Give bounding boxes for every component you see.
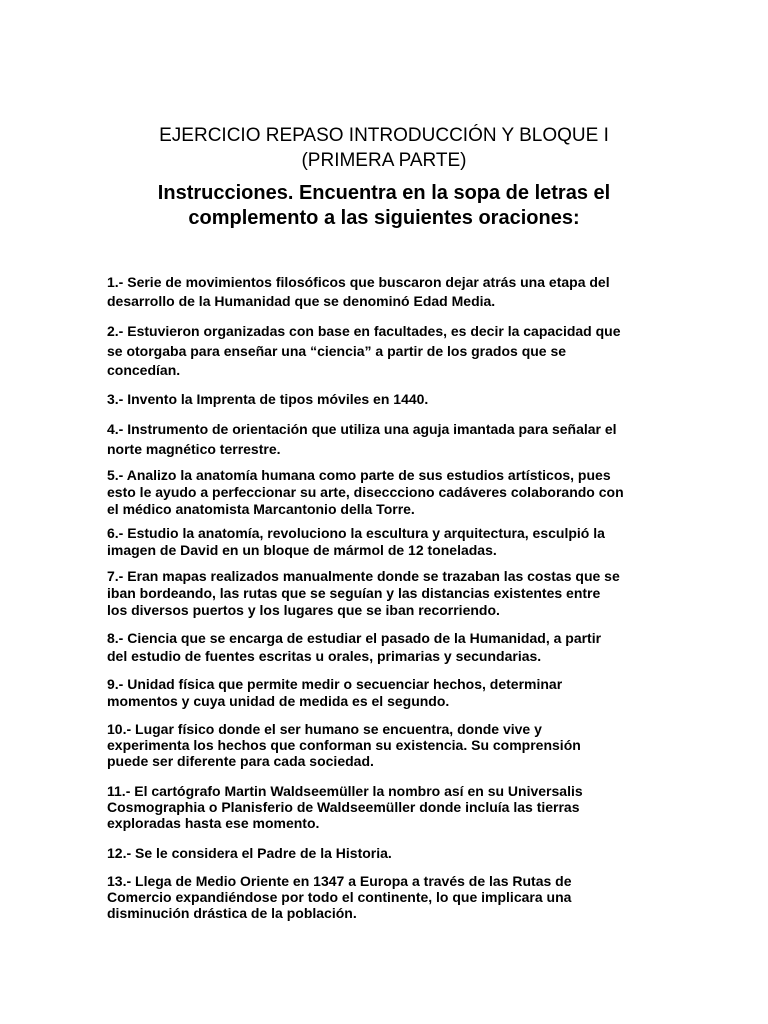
question-line: iban bordeando, las rutas que se seguían y las distancias existentes entre <box>107 585 601 601</box>
question-line: experimenta los hechos que conforman su existencia. Su comprensión <box>107 737 581 753</box>
question-5 <box>107 467 661 518</box>
question-line: 12.- Se le considera el Padre de la Historia. <box>107 845 392 861</box>
question-1 <box>107 273 661 311</box>
question-6 <box>107 525 661 559</box>
question-line: se otorgaba para enseñar una “ciencia” a partir de los grados que se <box>107 342 567 359</box>
question-line: 7.- Eran mapas realizados manualmente donde se trazaban las costas que se <box>107 568 620 584</box>
question-3 <box>107 390 661 409</box>
question-line: 4.- Instrumento de orientación que utiliza una aguja imantada para señalar el <box>107 421 617 437</box>
question-line: 13.- Llega de Medio Oriente en 1347 a Europa a través de las Rutas de <box>107 873 572 889</box>
question-line: concedían. <box>107 362 181 378</box>
question-line: 11.- El cartógrafo Martin Waldseemüller la nombro así en su Universalis <box>107 783 583 799</box>
question-line: 3.- Invento la Imprenta de tipos móviles en 1440. <box>107 391 429 407</box>
question-2 <box>107 322 661 381</box>
question-9 <box>107 676 661 710</box>
instructions-line: complemento a las siguientes oraciones: <box>188 207 580 229</box>
question-10 <box>107 721 661 769</box>
question-line: 8.- Ciencia que se encarga de estudiar el pasado de la Humanidad, a partir <box>107 630 602 646</box>
question-line: 9.- Unidad física que permite medir o secuenciar hechos, determinar <box>107 676 563 692</box>
question-8 <box>107 629 661 665</box>
question-line: disminución drástica de la población. <box>107 905 357 921</box>
question-line: imagen de David en un bloque de mármol de 12 toneladas. <box>107 542 497 558</box>
question-line: el médico anatomista Marcantonio della Torre. <box>107 501 415 517</box>
instructions-heading <box>110 181 658 231</box>
question-line: 10.- Lugar físico donde el ser humano se encuentra, donde vive y <box>107 721 542 737</box>
question-4 <box>107 419 661 459</box>
question-line: 6.- Estudio la anatomía, revoluciono la escultura y arquitectura, esculpió la <box>107 525 605 541</box>
question-line: esto le ayudo a perfeccionar su arte, diseccciono cadáveres colaborando con <box>107 484 624 500</box>
question-line: los diversos puertos y los lugares que se iban recorriendo. <box>107 602 500 618</box>
question-line: desarrollo de la Humanidad que se denominó Edad Media. <box>107 293 496 309</box>
question-12 <box>107 844 661 862</box>
question-7 <box>107 568 661 619</box>
question-line: Cosmographia o Planisferio de Waldseemüller donde incluía las tierras <box>107 799 580 815</box>
question-13 <box>107 873 661 921</box>
page-title <box>90 123 678 173</box>
question-line: 2.- Estuvieron organizadas con base en facultades, es decir la capacidad que <box>107 323 621 339</box>
question-line: 1.- Serie de movimientos filosóficos que buscaron dejar atrás una etapa del <box>107 274 610 290</box>
question-line: del estudio de fuentes escritas u orales, primarias y secundarias. <box>107 648 542 664</box>
instructions-line: Instrucciones. Encuentra en la sopa de letras el <box>157 182 611 204</box>
title-line: EJERCICIO REPASO INTRODUCCIÓN Y BLOQUE I <box>159 125 609 146</box>
question-line: 5.- Analizo la anatomía humana como parte de sus estudios artísticos, pues <box>107 467 611 483</box>
title-line: (PRIMERA PARTE) <box>301 150 467 171</box>
question-11 <box>107 783 661 831</box>
question-line: norte magnético terrestre. <box>107 441 281 457</box>
question-line: exploradas hasta ese momento. <box>107 815 320 831</box>
question-line: Comercio expandiéndose por todo el continente, lo que implicara una <box>107 889 572 905</box>
question-line: puede ser diferente para cada sociedad. <box>107 753 374 769</box>
question-line: momentos y cuya unidad de medida es el segundo. <box>107 693 450 709</box>
